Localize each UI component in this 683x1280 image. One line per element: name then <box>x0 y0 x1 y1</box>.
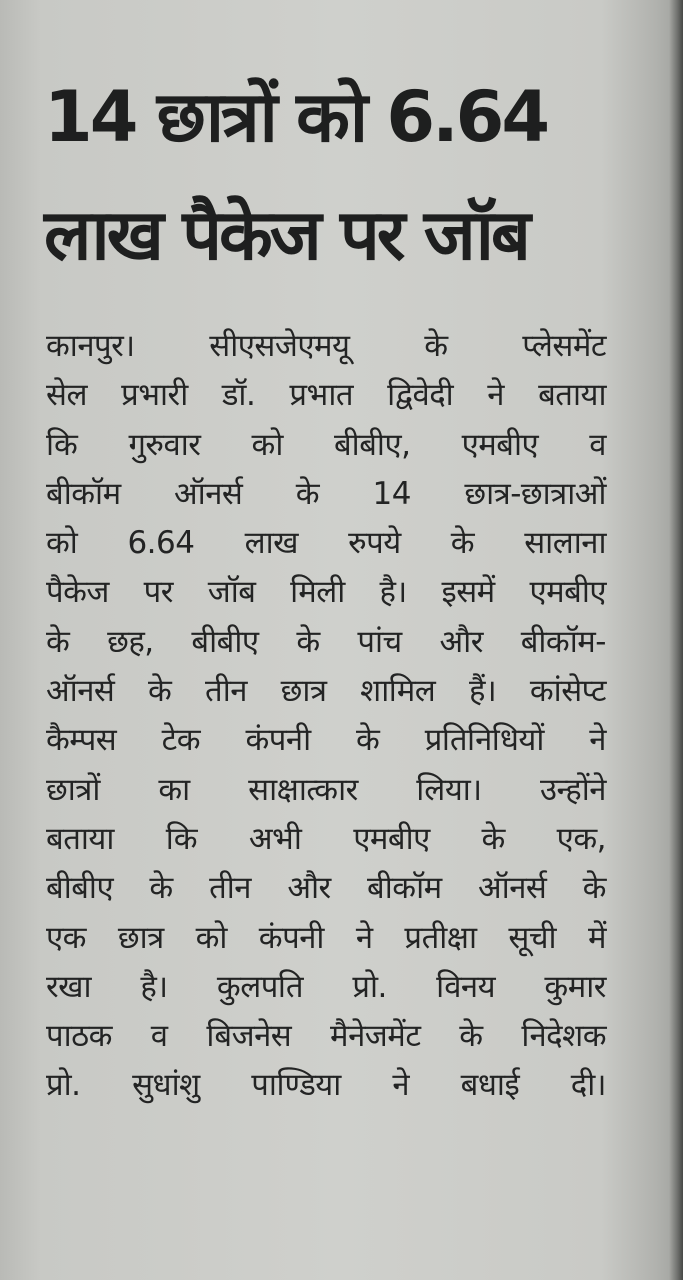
article-line: ऑनर्स के तीन छात्र शामिल हैं। कांसेप्ट <box>46 673 606 710</box>
headline-line: लाख पैकेज पर जॉब <box>44 194 528 276</box>
article-line: पैकेज पर जॉब मिली है। इसमें एमबीए <box>46 574 606 611</box>
article-line: एक छात्र को कंपनी ने प्रतीक्षा सूची में <box>46 919 606 956</box>
article-body <box>46 322 606 1111</box>
page-edge-shadow <box>669 0 683 1280</box>
article-line: को 6.64 लाख रुपये के सालाना <box>46 525 606 562</box>
article-line: कानपुर। सीएसजेएमयू के प्लेसमेंट <box>46 328 606 364</box>
article-line: रखा है। कुलपति प्रो. विनय कुमार <box>46 968 606 1005</box>
article-line: बीकॉम ऑनर्स के 14 छात्र-छात्राओं <box>46 475 606 512</box>
article-line: के छह, बीबीए के पांच और बीकॉम- <box>46 623 606 660</box>
article-line: सेल प्रभारी डॉ. प्रभात द्विवेदी ने बताया <box>46 377 606 414</box>
article-line: कि गुरुवार को बीबीए, एमबीए व <box>46 426 606 463</box>
article-line: छात्रों का साक्षात्कार लिया। उन्होंने <box>46 771 606 808</box>
article-line: बताया कि अभी एमबीए के एक, <box>46 820 606 857</box>
article-line: कैम्पस टेक कंपनी के प्रतिनिधियों ने <box>46 722 606 759</box>
headline <box>44 58 644 294</box>
headline-line: 14 छात्रों को 6.64 <box>44 76 548 158</box>
article-line: बीबीए के तीन और बीकॉम ऑनर्स के <box>46 870 606 907</box>
article-line: पाठक व बिजनेस मैनेजमेंट के निदेशक <box>46 1018 606 1055</box>
article-line: प्रो. सुधांशु पाण्डिया ने बधाई दी। <box>46 1067 606 1104</box>
